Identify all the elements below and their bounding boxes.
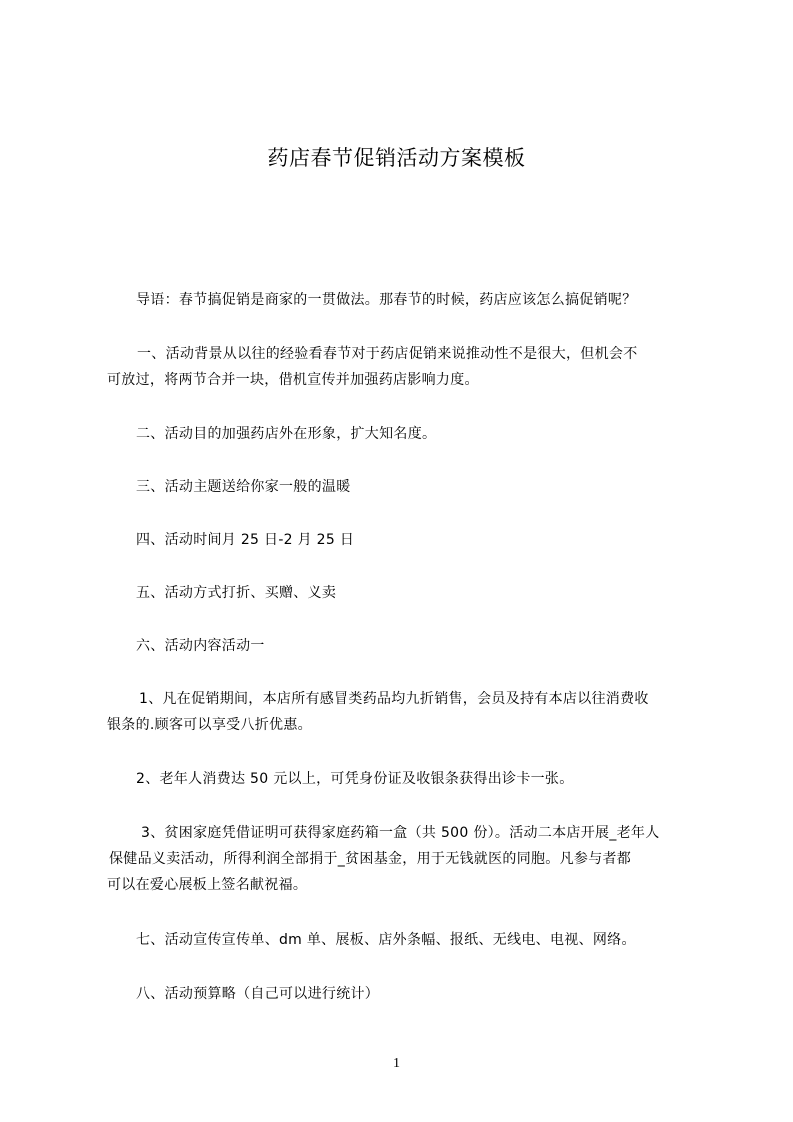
section-6-paragraph — [136, 633, 741, 659]
item-2-paragraph — [136, 766, 741, 792]
item-3-line-2: 保健品义卖活动，所得利润全部捐于_贫困基金，用于无钱就医的同胞。凡参与者都 — [109, 851, 632, 867]
section-1-line-1: 一、活动背景从以往的经验看春节对于药店促销来说推动性不是很大，但机会不 — [137, 346, 638, 362]
section-2-text: 二、活动目的加强药店外在形象，扩大知名度。 — [136, 426, 437, 442]
section-4-text: 四、活动时间月 25 日-2 月 25 日 — [136, 532, 355, 548]
intro-paragraph — [136, 287, 741, 313]
item-1-paragraph — [107, 686, 712, 738]
section-3-text: 三、活动主题送给你家一般的温暖 — [136, 479, 351, 495]
page-number: 1 — [393, 1056, 400, 1071]
section-8-paragraph — [136, 981, 741, 1007]
section-1-line-2: 可放过，将两节合并一块，借机宣传并加强药店影响力度。 — [107, 372, 479, 388]
section-2-paragraph — [136, 421, 741, 447]
item-1-line-1: 1、凡在促销期间，本店所有感冒类药品均九折销售，会员及持有本店以往消费收 — [139, 691, 649, 707]
document-title: 药店春节促销活动方案模板 — [267, 146, 526, 170]
section-3-paragraph — [136, 474, 741, 500]
section-5-paragraph — [136, 580, 741, 606]
item-2-text: 2、老年人消费达 50 元以上，可凭身份证及收银条获得出诊卡一张。 — [136, 771, 574, 787]
intro-text: 导语：春节搞促销是商家的一贯做法。那春节的时候，药店应该怎么搞促销呢？ — [136, 292, 637, 308]
section-1-paragraph — [107, 341, 712, 393]
item-3-line-1: 3、贫困家庭凭借证明可获得家庭药箱一盒（共 500 份）。活动二本店开展_老年人 — [141, 825, 660, 841]
item-3-line-3: 可以在爱心展板上签名献祝福。 — [107, 877, 308, 893]
item-3-paragraph — [107, 820, 712, 898]
item-1-line-2: 银条的.顾客可以享受八折优惠。 — [107, 717, 312, 733]
section-4-paragraph — [136, 527, 741, 553]
section-7-text: 七、活动宣传宣传单、dm 单、展板、店外条幅、报纸、无线电、电视、网络。 — [136, 932, 636, 948]
section-5-text: 五、活动方式打折、买赠、义卖 — [136, 585, 337, 601]
section-7-paragraph — [136, 927, 741, 953]
section-6-text: 六、活动内容活动一 — [136, 638, 265, 654]
section-8-text: 八、活动预算略（自己可以进行统计） — [136, 986, 380, 1002]
